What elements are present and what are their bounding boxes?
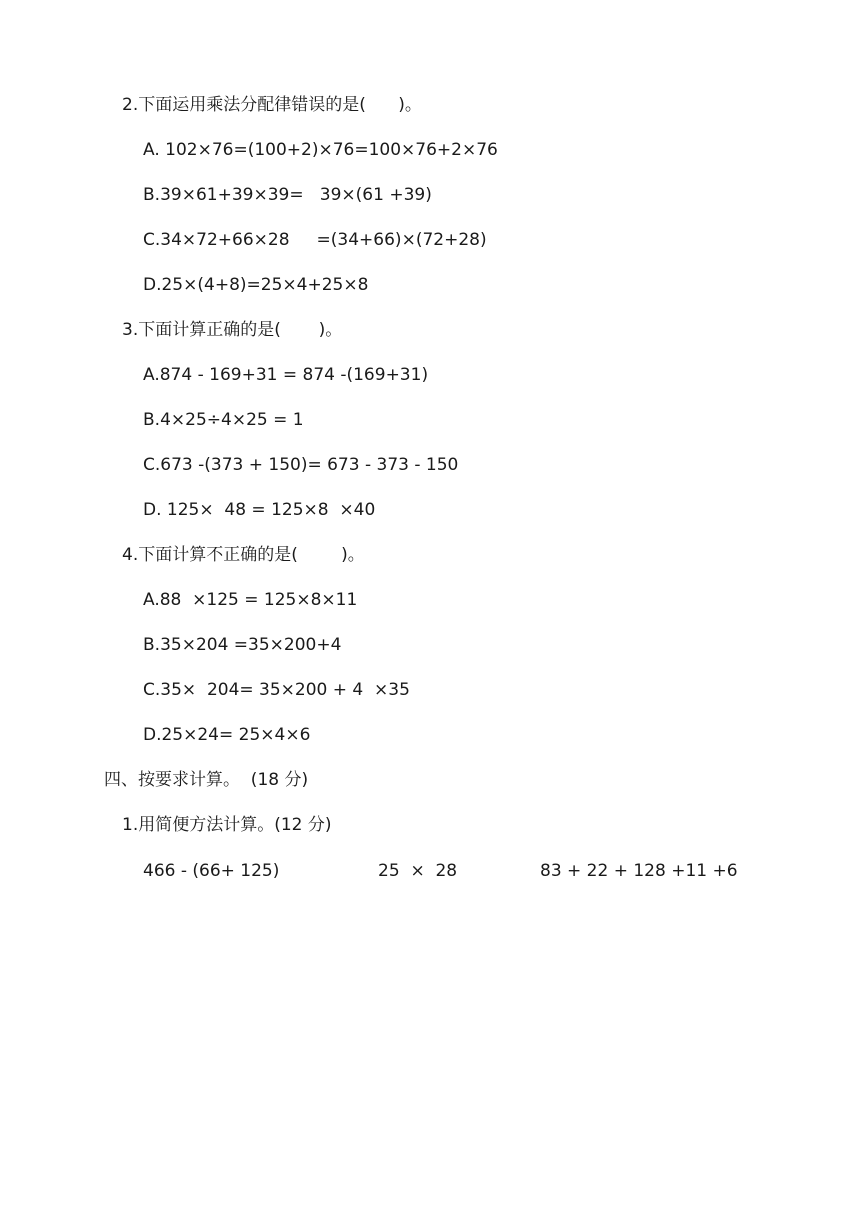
question-4-option-c: C.35× 204= 35×200 + 4 ×35 [143,680,410,700]
question-4-stem: 4.下面计算不正确的是( )。 [122,545,365,565]
question-4-option-b: B.35×204 =35×200+4 [143,635,342,655]
section-title: 四、按要求计算。 (18 分) [104,770,309,790]
question-4-option-a: A.88 ×125 = 125×8×11 [143,590,358,610]
calc-expression-2: 25 × 28 [378,861,458,881]
question-3-option-d: D. 125× 48 = 125×8 ×40 [143,500,376,520]
calc-expression-1: 466 - (66+ 125) [143,861,280,881]
question-3-stem: 3.下面计算正确的是( )。 [122,320,343,340]
question-2-stem: 2.下面运用乘法分配律错误的是( )。 [122,95,422,115]
question-3-option-a: A.874 - 169+31 = 874 -(169+31) [143,365,429,385]
section-subtitle: 1.用简便方法计算。(12 分) [122,815,332,835]
calc-expression-3: 83 + 22 + 128 +11 +6 [540,861,738,881]
question-3-option-c: C.673 -(373 + 150)= 673 - 373 - 150 [143,455,459,475]
question-2-option-b: B.39×61+39×39= 39×(61 +39) [143,185,432,205]
question-2-option-d: D.25×(4+8)=25×4+25×8 [143,275,369,295]
question-3-option-b: B.4×25÷4×25 = 1 [143,410,304,430]
question-4-option-d: D.25×24= 25×4×6 [143,725,311,745]
question-2-option-c: C.34×72+66×28 =(34+66)×(72+28) [143,230,487,250]
question-2-option-a: A. 102×76=(100+2)×76=100×76+2×76 [143,140,498,160]
